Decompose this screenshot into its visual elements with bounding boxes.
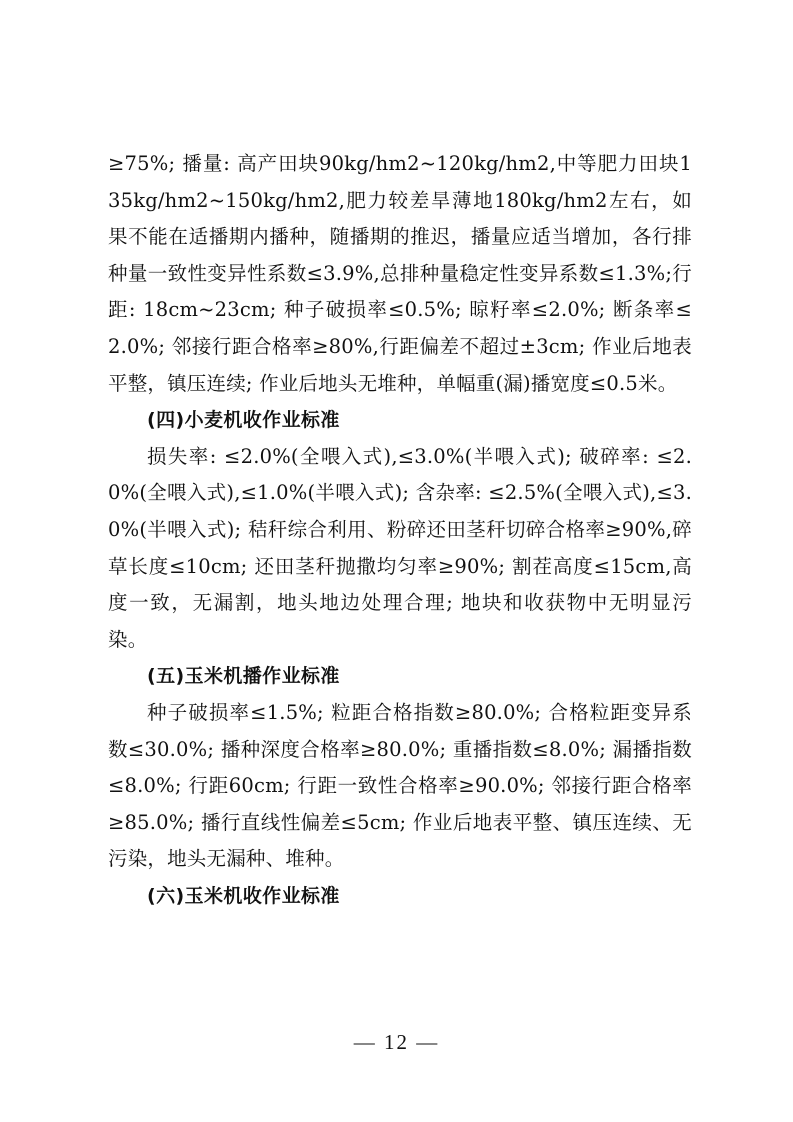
paragraph-sowing-requirements: ≥75%; 播量: 高产田块90kg/hm2~120kg/hm2,中等肥力田块135kg/hm2~150kg/hm2,肥力较差旱薄地180kg/hm2左右，如果不能在适播期内播种，随播期的推迟，播量应适当增加，各行排种量一致性变异性系数≤3.9%,总排种量稳定性变异系数≤1.3%;行距: 18cm~23cm; 种子破损率≤0.5%; 晾籽率≤2.0%; 断条率≤2.0%; 邻接行距合格率≥80%,行距偏差不超过±3cm; 作业后地表平整，镇压连续; 作业后地头无堆种，单幅重(漏)播宽度≤0.5米。 (108, 152, 692, 395)
paragraph-corn-sowing-standards: 种子破损率≤1.5%; 粒距合格指数≥80.0%; 合格粒距变异系数≤30.0%; 播种深度合格率≥80.0%; 重播指数≤8.0%; 漏播指数≤8.0%; 行距60cm; 行距一致性合格率≥90.0%; 邻接行距合格率≥85.0%; 播行直线性偏差≤5cm; 作业后地表平整、镇压连续、无污染，地头无漏种、堆种。 (108, 700, 692, 871)
section-heading-wheat-harvest: (四)小麦机收作业标准 (147, 409, 340, 432)
page-body (108, 146, 692, 914)
section-heading-corn-harvest: (六)玉米机收作业标准 (147, 884, 340, 907)
paragraph-wheat-harvest-standards: 损失率: ≤2.0%(全喂入式),≤3.0%(半喂入式); 破碎率: ≤2.0%(全喂入式),≤1.0%(半喂入式); 含杂率: ≤2.5%(全喂入式),≤3.0%(半喂入式); 秸秆综合利用、粉碎还田茎秆切碎合格率≥90%,碎草长度≤10cm; 还田茎秆抛撒均匀率≥90%; 割茬高度≤15cm,高度一致，无漏割，地头地边处理合理; 地块和收获物中无明显污染。 (108, 444, 692, 651)
section-heading-corn-sowing: (五)玉米机播作业标准 (147, 665, 340, 688)
page-number: — 12 — (353, 1030, 440, 1054)
